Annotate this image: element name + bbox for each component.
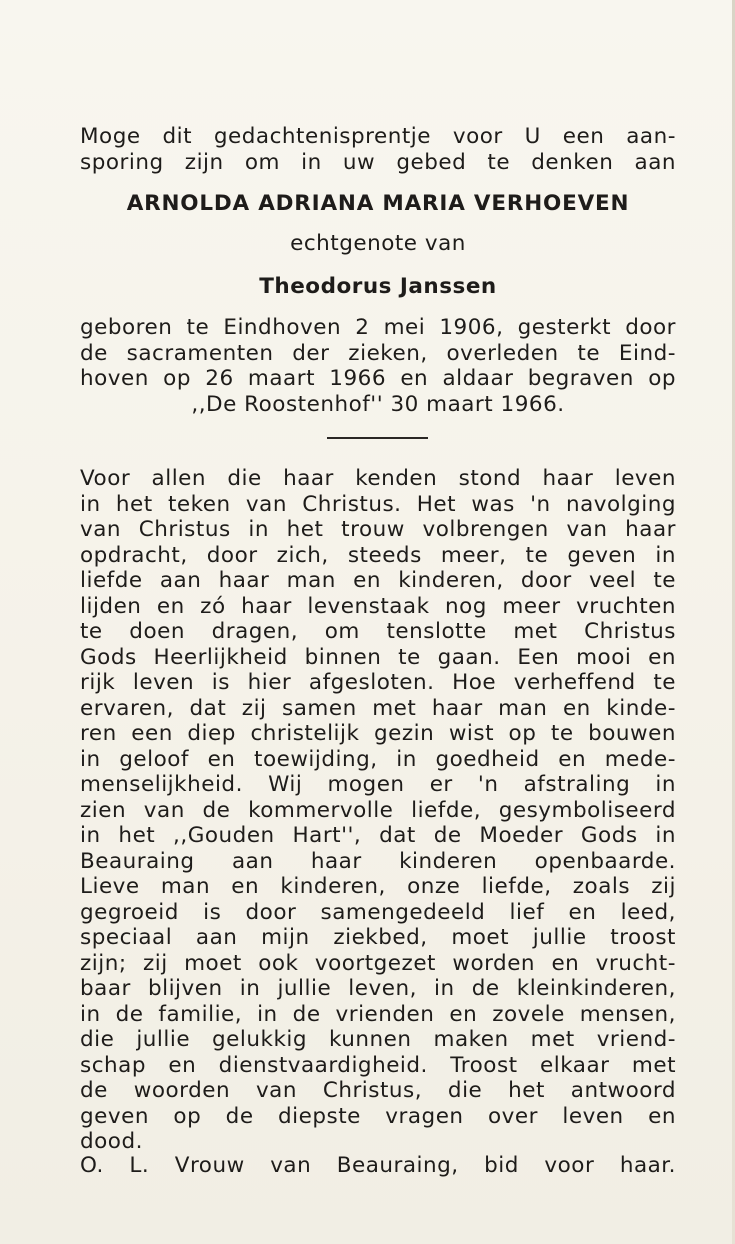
body-line: de woorden van Christus, die het antwoord — [80, 1078, 676, 1103]
body-line: gegroeid is door samengedeeld lief en leed, — [80, 899, 676, 925]
dates-line: ,,De Roostenhof'' 30 maart 1966. — [191, 391, 565, 417]
deceased-name: ARNOLDA ADRIANA MARIA VERHOEVEN — [126, 191, 630, 216]
body-line: in het ,,Gouden Hart'', dat de Moeder Gods in — [80, 823, 676, 848]
body-line: dood. — [80, 1129, 143, 1154]
body-line: rijk leven is hier afgesloten. Hoe verheffend te — [80, 670, 676, 695]
spouse-name: Theodorus Janssen — [259, 274, 497, 299]
body-line: geven op de diepste vragen over leven en — [80, 1103, 676, 1129]
dates-line: geboren te Eindhoven 2 mei 1906, gesterkt door — [80, 315, 676, 340]
spouse-label: echtgenote van — [290, 231, 466, 256]
body-line: menselijkheid. Wij mogen er 'n afstraling in — [80, 772, 676, 797]
body-line: Lieve man en kinderen, onze liefde, zoals zij — [80, 874, 676, 899]
body-line: te doen dragen, om tenslotte met Christus — [80, 619, 676, 644]
intro-paragraph — [80, 124, 676, 175]
body-line: schap en dienstvaardigheid. Troost elkaar met — [80, 1052, 676, 1078]
body-line: ren een diep christelijk gezin wist op te bouwen — [80, 721, 676, 746]
body-paragraph — [80, 466, 676, 1155]
dates-line: de sacramenten der zieken, overleden te Eind- — [80, 340, 676, 366]
body-line: zijn; zij moet ook voortgezet worden en vrucht- — [80, 950, 676, 976]
body-line: Beauraing aan haar kinderen openbaarde. — [80, 848, 676, 874]
body-line: van Christus in het trouw volbrengen van haar — [80, 517, 676, 542]
body-line: in het teken van Christus. Het was 'n navolging — [80, 491, 676, 517]
body-line: die jullie gelukkig kunnen maken met vriend- — [80, 1027, 676, 1052]
body-line: ervaren, dat zij samen met haar man en kinde- — [80, 695, 676, 721]
intro-line: Moge dit gedachtenisprentje voor U een aan- — [80, 124, 676, 149]
body-line: in de familie, in de vrienden en zovele mensen, — [80, 1001, 676, 1027]
dates-paragraph — [80, 315, 676, 417]
body-line: Voor allen die haar kenden stond haar leven — [80, 466, 676, 491]
body-line: in geloof en toewijding, in goedheid en mede- — [80, 746, 676, 772]
body-line: Gods Heerlijkheid binnen te gaan. Een mooi en — [80, 644, 676, 670]
body-line: opdracht, door zich, steeds meer, te geven in — [80, 542, 676, 568]
closing-prayer: O. L. Vrouw van Beauraing, bid voor haar. — [80, 1153, 676, 1178]
body-line: zien van de kommervolle liefde, gesymboliseerd — [80, 797, 676, 823]
body-line: lijden en zó haar levenstaak nog meer vruchten — [80, 593, 676, 619]
dates-line: hoven op 26 maart 1966 en aldaar begraven op — [80, 366, 676, 391]
body-line: baar blijven in jullie leven, in de kleinkinderen, — [80, 976, 676, 1001]
body-line: speciaal aan mijn ziekbed, moet jullie troost — [80, 925, 676, 950]
body-line: liefde aan haar man en kinderen, door veel te — [80, 568, 676, 593]
intro-line: sporing zijn om in uw gebed te denken aan — [80, 149, 676, 175]
divider-rule — [327, 437, 428, 439]
